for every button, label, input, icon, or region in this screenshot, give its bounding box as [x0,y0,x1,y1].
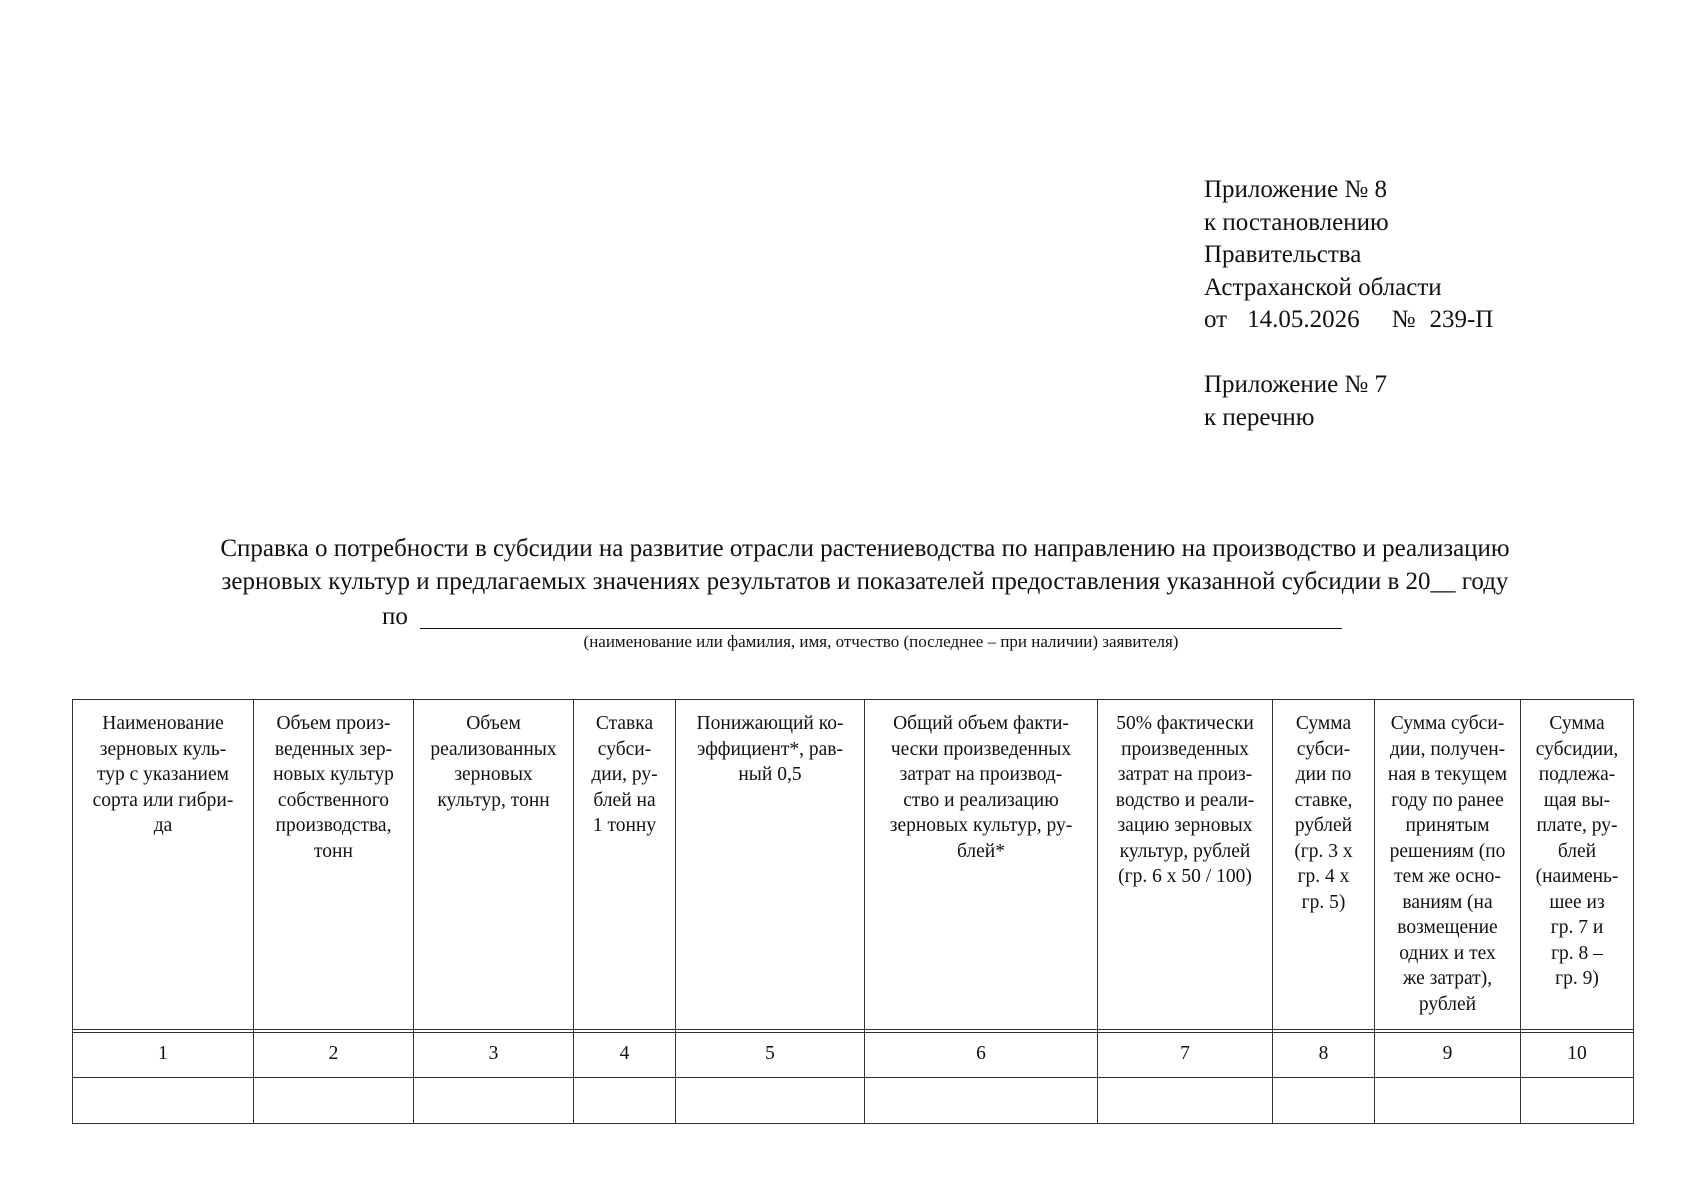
column-header-8-line: гр. 4 х [1297,866,1350,887]
column-header-6 [865,700,1098,1030]
appendix-7-line2: к перечню [1204,403,1315,431]
column-header-1-line: сорта или гибри- [92,789,234,811]
column-header-2-line: веденных зер- [274,738,393,760]
column-number-10: 10 [1521,1033,1634,1078]
column-header-10-line: блей [1557,840,1597,862]
column-number-4: 4 [574,1033,676,1078]
column-header-9-line: возмещение [1397,917,1498,938]
empty-cell[interactable] [676,1078,865,1124]
column-number-6: 6 [865,1033,1098,1078]
column-header-4-line: Ставка [595,713,654,734]
column-header-3-line: реализованных [430,738,557,760]
column-header-4-line: 1 тонну [592,815,657,836]
column-number-2: 2 [254,1033,414,1078]
column-number-1: 1 [73,1033,254,1078]
column-header-8-line: дии по [1295,764,1352,785]
empty-cell[interactable] [1375,1078,1521,1124]
column-header-7 [1098,700,1273,1030]
column-header-2-line: новых культур [273,764,394,785]
column-header-6-line: ство и реализацию [903,789,1059,811]
appendix-7-block [1204,369,1387,434]
column-header-9-line: году по ранее [1391,789,1504,811]
column-number-5: 5 [676,1033,865,1078]
decree-number: 239-П [1429,306,1494,333]
column-number-9: 9 [1375,1033,1521,1078]
column-number-3: 3 [414,1033,574,1078]
column-header-1-line: да [153,815,173,836]
column-header-10-line: гр. 9) [1555,968,1599,989]
column-header-2-line: Объем произ- [276,713,391,734]
column-header-8 [1273,700,1375,1030]
column-header-9 [1375,700,1521,1030]
column-header-2-line: собственного [277,789,390,811]
po-label: по [382,603,408,630]
column-header-10 [1521,700,1634,1030]
subsidy-table [72,699,1634,1124]
title-line-1: Справка о потребности в субсидии на развитие отрасли растениеводства по направлению на производство и реализацию [220,535,1510,562]
column-header-9-line: одних и тех [1399,942,1496,964]
column-header-7-line: зацию зерновых [1117,815,1253,836]
document-title [100,532,1630,598]
column-header-6-line: чески произведенных [890,738,1072,760]
column-header-3-line: культур, тонн [437,789,550,811]
empty-cell[interactable] [1521,1078,1634,1124]
empty-cell[interactable] [865,1078,1098,1124]
column-header-9-line: ная в текущем [1387,764,1508,785]
applicant-hint: (наименование или фамилия, имя, отчество (последнее – при наличии) заявителя) [583,632,1179,651]
column-header-8-line: субси- [1296,738,1351,760]
appendix-7-title: Приложение № 7 [1204,371,1388,398]
column-header-10-line: (наимень- [1535,866,1619,887]
column-header-8-line: рублей [1294,815,1353,836]
column-header-5-line: ный 0,5 [738,764,802,785]
header-row [73,700,1634,1030]
column-header-6-line: блей* [956,840,1005,862]
title-line-2: зерновых культур и предлагаемых значениях результатов и показателей предоставления указанной субсидии в 20__ году [221,568,1509,595]
appendix-8-line3: Правительства [1204,241,1362,268]
column-header-7-line: (гр. 6 х 50 / 100) [1118,866,1252,887]
empty-cell[interactable] [414,1078,574,1124]
appendix-8-block [1204,174,1493,337]
column-header-5 [676,700,865,1030]
column-header-10-line: субсидии, [1535,738,1619,760]
column-header-6-line: зерновых культур, ру- [889,815,1073,836]
column-header-9-line: Сумма субси- [1390,713,1505,734]
column-header-10-line: гр. 7 и [1550,917,1604,938]
column-header-9-line: дии, получен- [1389,738,1506,760]
column-header-7-line: культур, рублей [1119,840,1251,862]
appendix-8-line4: Астраханской области [1204,273,1442,301]
empty-cell[interactable] [574,1078,676,1124]
column-header-3-line: Объем [466,713,521,734]
empty-cell[interactable] [1273,1078,1375,1124]
column-header-2 [254,700,414,1030]
column-header-9-line: решениям (по [1389,840,1506,862]
column-header-9-line: ваниям (на [1402,891,1493,913]
column-header-4-line: блей на [593,789,656,811]
number-label: № [1391,306,1416,333]
column-number-8: 8 [1273,1033,1375,1078]
appendix-8-date-number [1204,304,1493,337]
column-header-5-line: Понижающий ко- [696,713,844,734]
empty-data-row [73,1078,1634,1124]
column-header-7-line: произведенных [1121,738,1249,760]
empty-cell[interactable] [254,1078,414,1124]
column-header-8-line: гр. 5) [1301,891,1346,913]
decree-date: 14.05.2026 [1247,306,1360,333]
column-header-7-line: водство и реали- [1115,789,1255,811]
column-header-8-line: (гр. 3 х [1294,840,1353,862]
applicant-name-line [420,628,1342,629]
column-header-7-line: 50% фактически [1116,713,1254,734]
column-header-8-line: ставке, [1294,789,1353,811]
column-header-6-line: затрат на производ- [899,764,1063,785]
column-header-9-line: рублей [1418,993,1477,1015]
column-header-5-line: эффициент*, рав- [697,738,843,760]
ot-label: от [1204,306,1228,333]
column-header-2-line: производства, [275,815,392,836]
column-header-10-line: плате, ру- [1536,815,1618,836]
column-header-9-line: тем же осно- [1394,866,1501,887]
appendix-8-line2: к постановлению [1204,208,1389,236]
column-header-10-line: подлежа- [1538,764,1616,785]
column-header-10-line: гр. 8 – [1551,942,1603,964]
column-header-7-line: затрат на произ- [1117,764,1253,785]
column-header-1-line: тур с указанием [97,764,229,785]
column-header-10-line: щая вы- [1543,789,1611,811]
column-number-7: 7 [1098,1033,1273,1078]
column-header-8-line: Сумма [1295,713,1352,734]
column-header-1-line: Наименование [102,713,224,734]
column-header-3 [414,700,574,1030]
column-header-2-line: тонн [314,840,353,862]
column-header-10-line: Сумма [1549,713,1605,734]
column-header-10-line: шее из [1549,891,1605,913]
column-header-1-line: зерновых куль- [99,738,227,760]
column-numbers-row [73,1033,1634,1078]
column-header-1 [73,700,254,1030]
column-header-4-line: субси- [597,738,652,760]
appendix-8-title: Приложение № 8 [1204,176,1388,203]
column-header-3-line: зерновых [454,764,533,785]
empty-cell[interactable] [1098,1078,1273,1124]
column-header-4 [574,700,676,1030]
column-header-4-line: дии, ру- [591,764,658,785]
column-header-6-line: Общий объем факти- [893,713,1069,734]
empty-cell[interactable] [73,1078,254,1124]
column-header-9-line: же затрат), [1402,968,1493,989]
column-header-9-line: принятым [1405,815,1490,836]
